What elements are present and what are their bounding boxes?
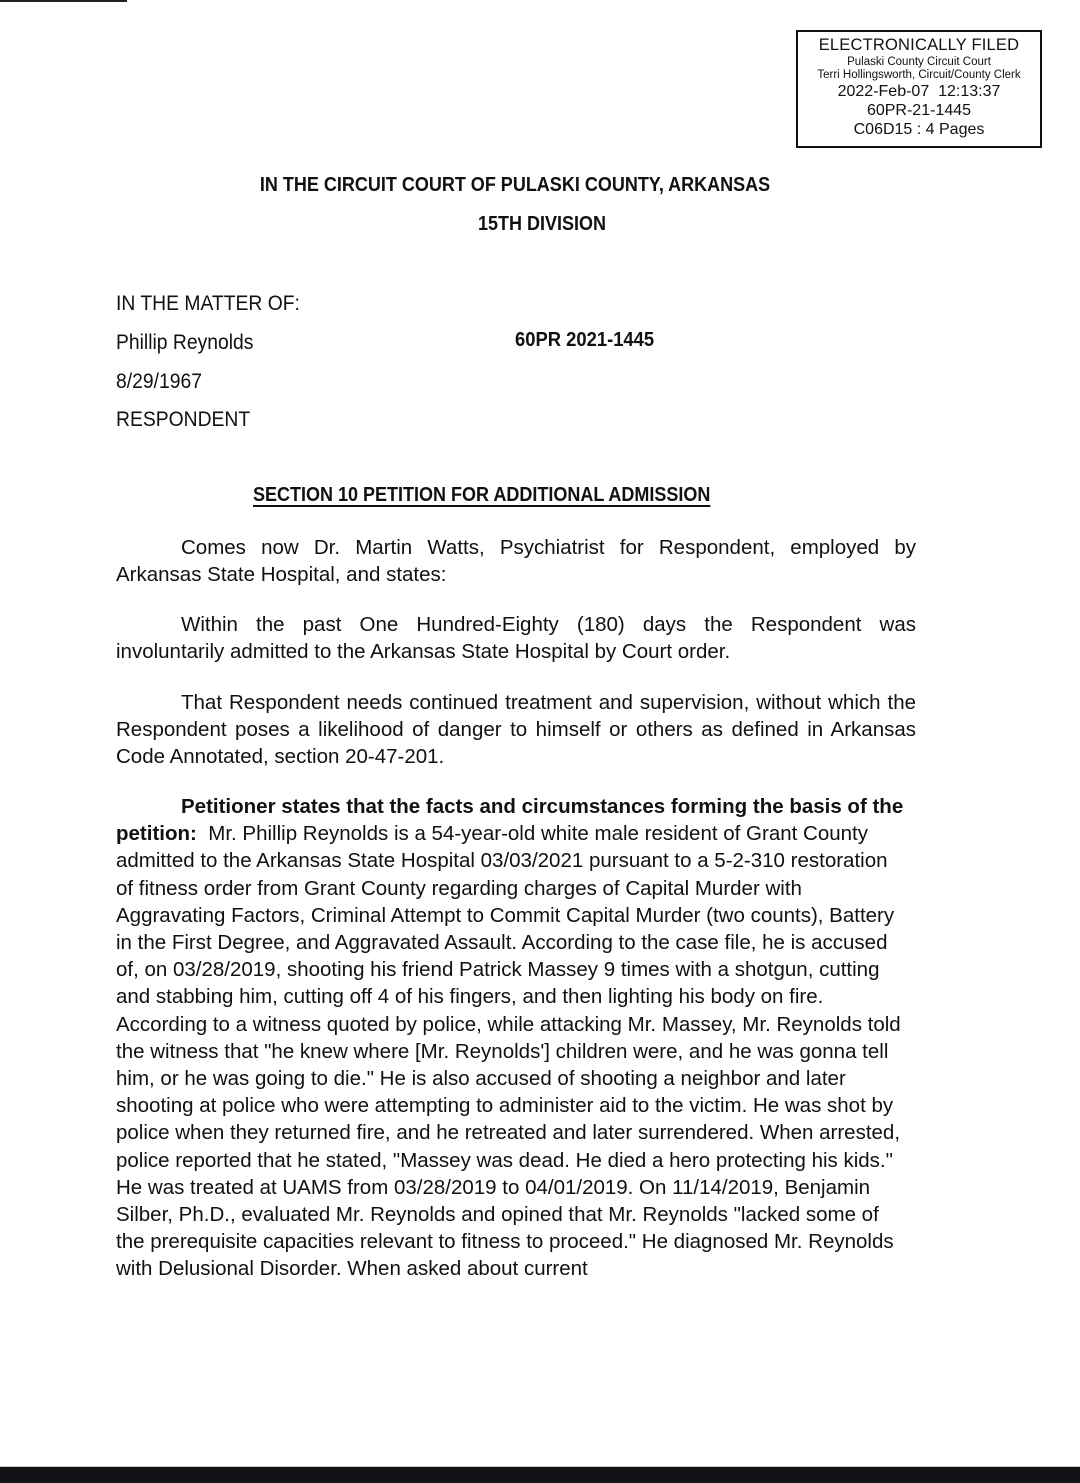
stamp-timestamp: 2022-Feb-07 12:13:37: [837, 82, 1001, 100]
case-number: 60PR 2021-1445: [515, 329, 655, 351]
stamp-court-name: Pulaski County Circuit Court: [847, 55, 991, 68]
stamp-filed-label: ELECTRONICALLY FILED: [818, 36, 1020, 54]
respondent-name: Phillip Reynolds: [116, 331, 254, 354]
matter-heading: IN THE MATTER OF:: [116, 292, 300, 315]
respondent-dob: 8/29/1967: [116, 370, 202, 393]
document-title: SECTION 10 PETITION FOR ADDITIONAL ADMISSION: [253, 484, 711, 506]
respondent-role: RESPONDENT: [116, 408, 251, 431]
division-caption: 15TH DIVISION: [477, 213, 607, 235]
facts-lead-in: Petitioner states that the facts and circumstances forming the basis of the petition:: [116, 795, 904, 846]
top-edge-rule: [0, 0, 127, 2]
paragraph-petitioner-intro: Comes now Dr. Martin Watts, Psychiatrist for Respondent, employed by Arkansas State Hospital, and states:: [116, 536, 916, 586]
court-caption: IN THE CIRCUIT COURT OF PULASKI COUNTY, ARKANSAS: [259, 174, 771, 196]
bottom-dark-bar: [0, 1466, 1080, 1483]
stamp-page-count: C06D15 : 4 Pages: [853, 120, 985, 138]
stamp-clerk-name: Terri Hollingsworth, Circuit/County Clerk: [817, 68, 1021, 81]
electronic-filing-stamp: [796, 30, 1042, 148]
stamp-case-number: 60PR-21-1445: [866, 101, 972, 119]
paragraph-treatment-need: That Respondent needs continued treatment and supervision, without which the Respondent poses a likelihood of danger to himself or others as defined in Arkansas Code Annotated, section 20-47-201.: [116, 691, 916, 768]
facts-body: Mr. Phillip Reynolds is a 54-year-old white male resident of Grant County admitted to the Arkansas State Hospital 03/03/2021 pursuant to a 5-2-310 restoration of fitness order from Grant County regarding charges of Capital Murder with Aggravating Factors, Criminal Attempt to Commit Capital Murder (two counts), Battery in the First Degree, and Aggravated Assault. According to the case file, he is accused of, on 03/28/2019, shooting his friend Patrick Massey 9 times with a shotgun, cutting and stabbing him, cutting off 4 of his fingers, and then lighting his body on fire. According to a witness quoted by police, while attacking Mr. Massey, Mr. Reynolds told the witness that "he knew where [Mr. Reynolds'] children were, and he was gonna tell him, or he was going to die." He is also accused of shooting a neighbor and later shooting at police who were attempting to administer aid to the victim. He was shot by police when they returned fire, and he retreated and later surrendered. When arrested, police reported that he stated, "Massey was dead. He died a hero protecting his kids." He was treated at UAMS from 03/28/2019 to 04/01/2019. On 11/14/2019, Benjamin Silber, Ph.D., evaluated Mr. Reynolds and opined that Mr. Reynolds "lacked some of the prerequisite capacities relevant to fitness to proceed." He diagnosed Mr. Reynolds with Delusional Disorder. When asked about current: [116, 822, 901, 1281]
paragraph-facts: [116, 793, 906, 1283]
paragraph-prior-admission: Within the past One Hundred-Eighty (180) days the Respondent was involuntarily admitted to the Arkansas State Hospital by Court order.: [116, 613, 916, 663]
